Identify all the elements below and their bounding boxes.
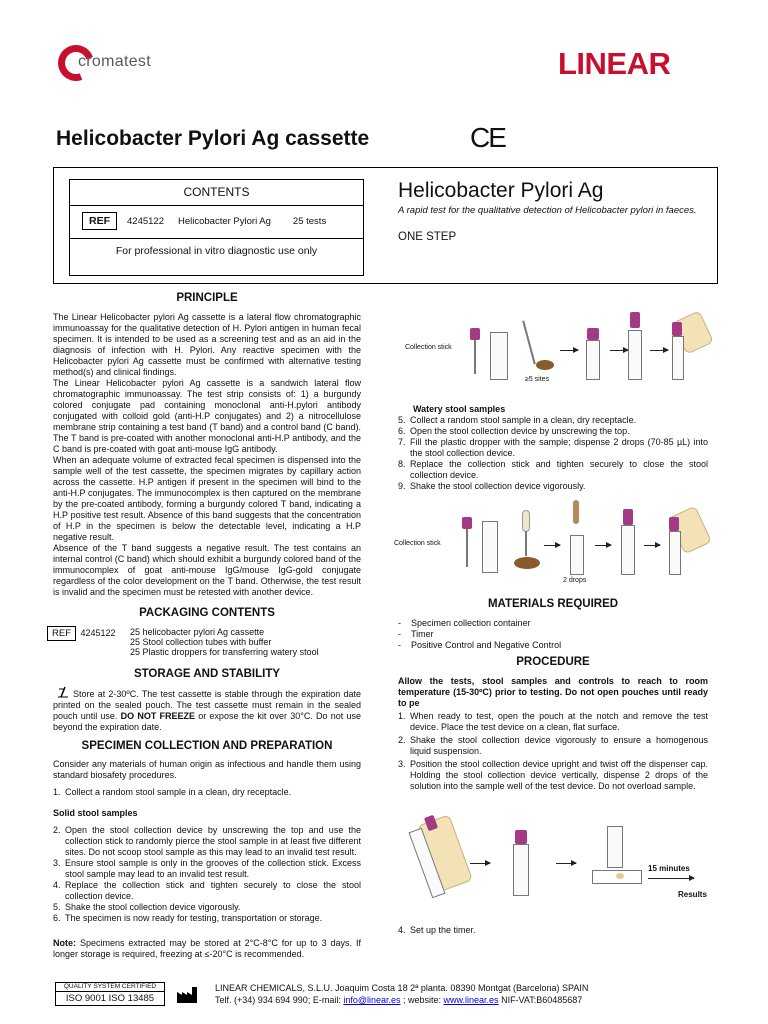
list-item: 6. The specimen is now ready for testing, transportation or storage. (53, 913, 323, 923)
ref-label: REF (82, 212, 117, 230)
specimen-intro: Consider any materials of human origin as infectious and handle them using standard biosafety procedures. (53, 759, 361, 780)
figure-procedure (398, 808, 718, 918)
figure-label: Collection stick (394, 540, 441, 547)
list-item: 6. Open the stool collection device by unscrewing the top. (398, 426, 630, 436)
packaging-list (130, 627, 319, 657)
list-item: 9. Shake the stool collection device vigorously. (398, 481, 586, 491)
list-item: 1. When ready to test, open the pouch at the notch and remove the test device. Place the test device on a clean, flat surface. (398, 711, 708, 732)
figure-solid-sample (398, 300, 718, 390)
packaging-ref-label: REF (47, 626, 76, 641)
figure-watery-sample (390, 495, 720, 590)
principle-p4: Absence of the T band suggests a negative result. The test contains an internal control (C band) which should exhibit a burgundy colored band of the immunocomplex of goat anti-mouse IgG/mouse IgG-gold conjugate regardless of the color development on the T band. Otherwise, the test result is invalid and the specimen must be retested with another device. (53, 543, 361, 597)
solid-steps (53, 825, 361, 924)
list-item: 7. Fill the plastic dropper with the sample; dispense 2 drops (70-85 µL) into the stool collection device. (398, 437, 708, 458)
principle-p3: When an adequate volume of extracted fecal specimen is dispensed into the sample well of the test cassette, the specimen migrates by capillary action across the cassette. H.P antigen if present in the specimen will bind to the anti-H.P conjugates. The immunocomplex is then captured on the membrane by the pre-coated antibody, forming a burgundy colored T band, indicating a H.P positive test result. Absence of this band suggests that the concentration of H.P in the specimen is below the detectable level, indicating a H.P negative result. (53, 455, 361, 542)
website-link[interactable]: www.linear.es (443, 995, 499, 1005)
contents-heading: CONTENTS (183, 185, 250, 199)
product-name: Helicobacter Pylori Ag (177, 215, 271, 227)
contents-box (69, 179, 364, 276)
packaging-item: 25 helicobacter pylori Ag cassette (130, 627, 265, 637)
list-item: 2. Open the stool collection device by unscrewing the top and use the collection stick to randomly pierce the stool sample in at least five different sites. Do not scoop stool sample as this may lead to an invalid test result. (53, 825, 361, 857)
ce-mark: CE (470, 122, 505, 153)
list-item: 5. Shake the stool collection device vigorously. (53, 902, 241, 912)
packaging-heading: PACKAGING CONTENTS (139, 607, 275, 619)
list-item: - Timer (398, 629, 434, 639)
figure-sublabel: ≥5 sites (525, 376, 550, 383)
procedure-steps (398, 711, 708, 792)
storage-heading: STORAGE AND STABILITY (133, 668, 281, 680)
packaging-item: 25 Stool collection tubes with buffer (130, 637, 272, 647)
cromatest-logo: cromatest (78, 53, 151, 70)
ref-code: 4245122 (127, 215, 164, 227)
figure-label: Collection stick (405, 344, 452, 351)
watery-heading: Watery stool samples (413, 404, 506, 414)
list-item: 3. Ensure stool sample is only in the grooves of the collection stick. Excess stool sample may lead to an invalid test result. (53, 858, 361, 879)
list-item: - Specimen collection container (398, 618, 531, 628)
cert-line-1: QUALITY SYSTEM CERTIFIED (56, 983, 164, 992)
timer-label: 15 minutes (648, 864, 690, 873)
principle-p2: The Linear Helicobacter pylori Ag cassette is a sandwich lateral flow chromatographic immunoassay. The test strip consists of: 1) a burgundy colored conjugate pad containing monoclonal anti-H.pylori antibody conjugated with colloid gold (anti-H.P conjugates) and 2) a nitrocellulose membrane strip containing a test band (T band) and a control band (C band). The T band is pre-coated with another monoclonal anti-H.P antibody, and the C band is pre-coated with goat anti-mouse IgG antibody. (53, 378, 361, 454)
footer-contact: Telf. (+34) 934 694 990; E-mail: info@linear.es ; website: www.linear.es NIF-VAT:B60485687 (215, 995, 583, 1005)
storage-note: Note: Specimens extracted may be stored at 2°C-8°C for up to 3 days. If longer storage is required, freezing at ≤-20°C is recommended. (53, 938, 361, 959)
storage-text: Store at 2-30ºC. The test cassette is stable through the expiration date printed on the sealed pouch. The test cassette must remain in the sealed pouch until use. DO NOT FREEZE or expose the kit over 30°C. Do not use beyond the expiration date. (53, 689, 361, 732)
watery-steps (398, 415, 708, 492)
test-count: 25 tests (292, 215, 327, 227)
list-item: 2. Shake the stool collection device vigorously to ensure a homogenous liquid suspension. (398, 735, 708, 756)
list-item: - Positive Control and Negative Control (398, 640, 562, 650)
results-label: Results (678, 890, 707, 899)
manufacturer-icon (176, 986, 198, 1004)
product-step: ONE STEP (398, 231, 457, 243)
linear-logo: LINEAR (558, 46, 671, 81)
specimen-step-1: 1. Collect a random stool sample in a clean, dry receptacle. (53, 787, 292, 797)
footer-company: LINEAR CHEMICALS, S.L.U. Joaquim Costa 18 2ª planta. 08390 Montgat (Barcelona) SPAIN (215, 983, 589, 993)
procedure-heading: PROCEDURE (516, 656, 590, 668)
do-not-freeze: DO NOT FREEZE (120, 711, 196, 721)
use-statement: For professional in vitro diagnostic use only (115, 245, 318, 257)
packaging-ref (47, 626, 116, 641)
cert-line-2: ISO 9001 ISO 13485 (65, 993, 155, 1004)
solid-heading: Solid stool samples (53, 808, 138, 818)
principle-p1: The Linear Helicobacter pylori Ag cassette is a lateral flow chromatographic immunoassay for the qualitative detection of H. Pylori antigen in human fecal specimen. It is intended to be used as a screening test and as an aid in the diagnosis of infection with H. Pylori. Any reactive specimen with the Helicobacter pylori Ag cassette must be confirmed with alternative testing method(s) and clinical findings. (53, 312, 361, 377)
principle-text (53, 312, 361, 598)
list-item: 8. Replace the collection stick and tighten securely to close the stool collection device. (398, 459, 708, 480)
procedure-step-4 (398, 925, 708, 936)
email-link[interactable]: info@linear.es (343, 995, 401, 1005)
packaging-ref-code: 4245122 (80, 628, 116, 638)
packaging-item: 25 Plastic droppers for transferring watery stool (130, 647, 319, 657)
list-item: 5. Collect a random stool sample in a clean, dry receptacle. (398, 415, 637, 425)
quality-certificate (55, 982, 165, 1006)
list-item: 4. Replace the collection stick and tighten securely to close the stool collection device. (53, 880, 361, 901)
page-title: Helicobacter Pylori Ag cassette (56, 127, 370, 150)
specimen-heading: SPECIMEN COLLECTION AND PREPARATION (81, 740, 333, 752)
list-item: 4. Set up the timer. (398, 925, 476, 935)
materials-heading: MATERIALS REQUIRED (487, 598, 619, 610)
product-description: A rapid test for the qualitative detection of Helicobacter pylori in faeces. (398, 205, 697, 216)
procedure-intro: Allow the tests, stool samples and controls to reach to room temperature (15-30ºC) prior to testing. Do not open pouches until ready to pe (398, 676, 708, 708)
list-item: 3. Position the stool collection device upright and twist off the dispenser cap. Holding the stool collection device vertically, dispense 2 drops of the solution into the sample well of the test device. Do not overload sample. (398, 759, 708, 791)
figure-sublabel: 2 drops (563, 577, 587, 584)
materials-list (398, 618, 561, 651)
product-heading: Helicobacter Pylori Ag (398, 179, 604, 202)
principle-heading: PRINCIPLE (176, 292, 238, 304)
